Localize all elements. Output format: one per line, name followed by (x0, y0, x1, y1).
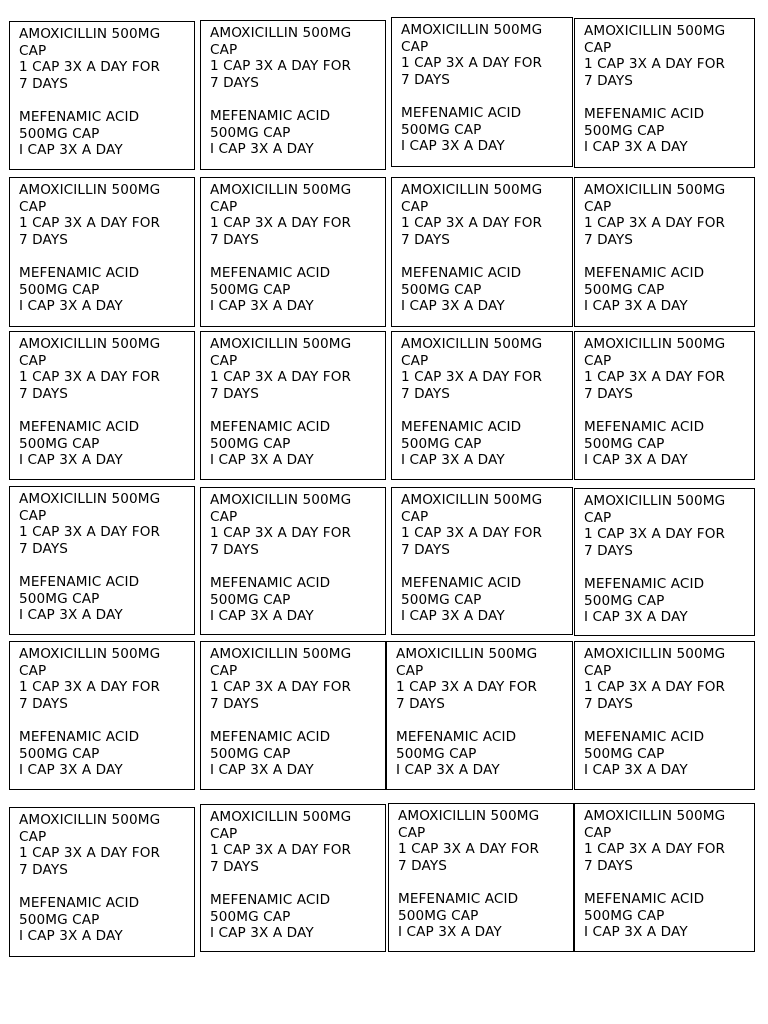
mefenamic-instruction-line: 500MG CAP (19, 435, 100, 452)
blank-line (210, 91, 377, 108)
amoxicillin-instruction-line: 7 DAYS (584, 542, 633, 559)
amoxicillin-instruction-line: CAP (210, 662, 238, 679)
mefenamic-instruction-line: 500MG CAP (584, 592, 665, 609)
amoxicillin-instruction-line: 7 DAYS (401, 541, 450, 558)
amoxicillin-instruction-line: 7 DAYS (210, 695, 259, 712)
amoxicillin-instruction-line: AMOXICILLIN 500MG (19, 336, 161, 352)
mefenamic-instruction-line: 500MG CAP (210, 124, 291, 141)
amoxicillin-instruction-line: CAP (584, 39, 612, 56)
mefenamic-instruction-line: MEFENAMIC ACID (210, 728, 331, 745)
blank-line (401, 558, 564, 575)
mefenamic-instruction-line: MEFENAMIC ACID (398, 890, 519, 907)
amoxicillin-instruction-line: 1 CAP 3X A DAY FOR (584, 369, 726, 386)
amoxicillin-instruction-line: CAP (210, 198, 238, 215)
prescription-label (200, 177, 386, 327)
blank-line (19, 92, 186, 109)
prescription-label (200, 331, 386, 480)
amoxicillin-instruction-line: CAP (401, 508, 429, 525)
prescription-label (391, 17, 573, 167)
prescription-label (9, 331, 195, 480)
amoxicillin-instruction-line: 1 CAP 3X A DAY FOR (398, 841, 540, 858)
prescription-label (200, 487, 386, 635)
amoxicillin-instruction-line: 7 DAYS (584, 231, 633, 248)
prescription-label (9, 641, 195, 790)
amoxicillin-instruction-line: 1 CAP 3X A DAY FOR (19, 679, 161, 696)
blank-line (19, 712, 186, 729)
amoxicillin-instruction-line: CAP (19, 662, 47, 679)
prescription-label (9, 486, 195, 635)
mefenamic-instruction-line: I CAP 3X A DAY (19, 142, 123, 159)
prescription-label (200, 20, 386, 170)
mefenamic-instruction-line: MEFENAMIC ACID (396, 728, 517, 745)
mefenamic-instruction-line: MEFENAMIC ACID (584, 728, 705, 745)
amoxicillin-instruction-line: AMOXICILLIN 500MG (210, 25, 352, 41)
amoxicillin-instruction-line: 7 DAYS (19, 385, 68, 402)
mefenamic-instruction-line: MEFENAMIC ACID (401, 574, 522, 591)
mefenamic-instruction-line: I CAP 3X A DAY (210, 141, 314, 158)
blank-line (401, 402, 564, 419)
amoxicillin-instruction-line: 1 CAP 3X A DAY FOR (210, 679, 352, 696)
amoxicillin-instruction-line: CAP (210, 825, 238, 842)
mefenamic-instruction-line: 500MG CAP (584, 907, 665, 924)
blank-line (210, 402, 377, 419)
amoxicillin-instruction-line: CAP (584, 662, 612, 679)
amoxicillin-instruction-line: CAP (584, 352, 612, 369)
amoxicillin-instruction-line: AMOXICILLIN 500MG (210, 646, 352, 662)
amoxicillin-instruction-line: CAP (19, 507, 47, 524)
amoxicillin-instruction-line: 7 DAYS (401, 385, 450, 402)
mefenamic-instruction-line: MEFENAMIC ACID (19, 728, 140, 745)
amoxicillin-instruction-line: 7 DAYS (19, 540, 68, 557)
amoxicillin-instruction-line: 1 CAP 3X A DAY FOR (584, 679, 726, 696)
blank-line (210, 248, 377, 265)
prescription-label (574, 488, 755, 636)
amoxicillin-instruction-line: AMOXICILLIN 500MG (210, 809, 352, 825)
amoxicillin-instruction-line: 7 DAYS (19, 231, 68, 248)
mefenamic-instruction-line: MEFENAMIC ACID (401, 264, 522, 281)
mefenamic-instruction-line: MEFENAMIC ACID (19, 573, 140, 590)
prescription-label (200, 641, 386, 790)
amoxicillin-instruction-line: CAP (19, 42, 47, 59)
mefenamic-instruction-line: 500MG CAP (19, 745, 100, 762)
mefenamic-instruction-line: I CAP 3X A DAY (19, 607, 123, 624)
amoxicillin-instruction-line: CAP (401, 38, 429, 55)
mefenamic-instruction-line: 500MG CAP (584, 281, 665, 298)
amoxicillin-instruction-line: AMOXICILLIN 500MG (584, 646, 726, 662)
prescription-label (9, 177, 195, 327)
mefenamic-instruction-line: I CAP 3X A DAY (584, 609, 688, 626)
mefenamic-instruction-line: 500MG CAP (210, 591, 291, 608)
amoxicillin-instruction-line: 7 DAYS (210, 74, 259, 91)
amoxicillin-instruction-line: 1 CAP 3X A DAY FOR (584, 841, 726, 858)
mefenamic-instruction-line: MEFENAMIC ACID (584, 890, 705, 907)
amoxicillin-instruction-line: 1 CAP 3X A DAY FOR (210, 369, 352, 386)
mefenamic-instruction-line: MEFENAMIC ACID (401, 104, 522, 121)
prescription-label (574, 18, 755, 168)
prescription-label (574, 177, 755, 327)
blank-line (19, 402, 186, 419)
amoxicillin-instruction-line: 1 CAP 3X A DAY FOR (584, 526, 726, 543)
mefenamic-instruction-line: 500MG CAP (19, 281, 100, 298)
amoxicillin-instruction-line: CAP (210, 508, 238, 525)
amoxicillin-instruction-line: 7 DAYS (19, 695, 68, 712)
amoxicillin-instruction-line: CAP (401, 198, 429, 215)
amoxicillin-instruction-line: CAP (210, 41, 238, 58)
mefenamic-instruction-line: I CAP 3X A DAY (210, 608, 314, 625)
amoxicillin-instruction-line: 7 DAYS (19, 861, 68, 878)
amoxicillin-instruction-line: AMOXICILLIN 500MG (584, 23, 726, 39)
prescription-label (9, 21, 195, 170)
mefenamic-instruction-line: I CAP 3X A DAY (19, 298, 123, 315)
mefenamic-instruction-line: 500MG CAP (210, 281, 291, 298)
mefenamic-instruction-line: MEFENAMIC ACID (19, 894, 140, 911)
amoxicillin-instruction-line: 1 CAP 3X A DAY FOR (19, 215, 161, 232)
amoxicillin-instruction-line: 1 CAP 3X A DAY FOR (19, 59, 161, 76)
blank-line (210, 712, 377, 729)
amoxicillin-instruction-line: AMOXICILLIN 500MG (210, 182, 352, 198)
blank-line (584, 89, 746, 106)
mefenamic-instruction-line: I CAP 3X A DAY (584, 139, 688, 156)
mefenamic-instruction-line: I CAP 3X A DAY (210, 452, 314, 469)
mefenamic-instruction-line: MEFENAMIC ACID (210, 891, 331, 908)
mefenamic-instruction-line: MEFENAMIC ACID (584, 264, 705, 281)
amoxicillin-instruction-line: 7 DAYS (398, 857, 447, 874)
amoxicillin-instruction-line: 1 CAP 3X A DAY FOR (19, 369, 161, 386)
mefenamic-instruction-line: 500MG CAP (584, 435, 665, 452)
blank-line (584, 874, 746, 891)
mefenamic-instruction-line: I CAP 3X A DAY (401, 138, 505, 155)
mefenamic-instruction-line: I CAP 3X A DAY (584, 924, 688, 941)
amoxicillin-instruction-line: AMOXICILLIN 500MG (398, 808, 540, 824)
mefenamic-instruction-line: 500MG CAP (210, 745, 291, 762)
amoxicillin-instruction-line: 1 CAP 3X A DAY FOR (396, 679, 538, 696)
mefenamic-instruction-line: MEFENAMIC ACID (210, 107, 331, 124)
amoxicillin-instruction-line: 7 DAYS (210, 385, 259, 402)
prescription-label (574, 803, 755, 952)
mefenamic-instruction-line: 500MG CAP (401, 121, 482, 138)
mefenamic-instruction-line: 500MG CAP (584, 745, 665, 762)
amoxicillin-instruction-line: AMOXICILLIN 500MG (210, 336, 352, 352)
mefenamic-instruction-line: 500MG CAP (210, 908, 291, 925)
amoxicillin-instruction-line: 7 DAYS (584, 72, 633, 89)
amoxicillin-instruction-line: AMOXICILLIN 500MG (401, 182, 543, 198)
mefenamic-instruction-line: I CAP 3X A DAY (396, 762, 500, 779)
blank-line (19, 557, 186, 574)
amoxicillin-instruction-line: 7 DAYS (210, 231, 259, 248)
mefenamic-instruction-line: I CAP 3X A DAY (210, 762, 314, 779)
blank-line (398, 874, 565, 891)
amoxicillin-instruction-line: 7 DAYS (19, 75, 68, 92)
mefenamic-instruction-line: MEFENAMIC ACID (584, 418, 705, 435)
amoxicillin-instruction-line: 1 CAP 3X A DAY FOR (210, 215, 352, 232)
amoxicillin-instruction-line: CAP (401, 352, 429, 369)
amoxicillin-instruction-line: 7 DAYS (210, 541, 259, 558)
mefenamic-instruction-line: 500MG CAP (210, 435, 291, 452)
prescription-label (391, 487, 573, 635)
prescription-label (391, 331, 573, 480)
mefenamic-instruction-line: I CAP 3X A DAY (584, 762, 688, 779)
mefenamic-instruction-line: I CAP 3X A DAY (584, 298, 688, 315)
amoxicillin-instruction-line: AMOXICILLIN 500MG (210, 492, 352, 508)
amoxicillin-instruction-line: 1 CAP 3X A DAY FOR (401, 525, 543, 542)
mefenamic-instruction-line: MEFENAMIC ACID (401, 418, 522, 435)
amoxicillin-instruction-line: 7 DAYS (584, 857, 633, 874)
mefenamic-instruction-line: 500MG CAP (401, 435, 482, 452)
mefenamic-instruction-line: I CAP 3X A DAY (398, 924, 502, 941)
amoxicillin-instruction-line: CAP (584, 824, 612, 841)
mefenamic-instruction-line: I CAP 3X A DAY (19, 452, 123, 469)
mefenamic-instruction-line: I CAP 3X A DAY (401, 608, 505, 625)
amoxicillin-instruction-line: 7 DAYS (401, 71, 450, 88)
amoxicillin-instruction-line: CAP (396, 662, 424, 679)
amoxicillin-instruction-line: AMOXICILLIN 500MG (19, 26, 161, 42)
mefenamic-instruction-line: 500MG CAP (401, 591, 482, 608)
amoxicillin-instruction-line: AMOXICILLIN 500MG (401, 336, 543, 352)
blank-line (584, 712, 746, 729)
amoxicillin-instruction-line: AMOXICILLIN 500MG (584, 808, 726, 824)
amoxicillin-instruction-line: 1 CAP 3X A DAY FOR (584, 56, 726, 73)
mefenamic-instruction-line: MEFENAMIC ACID (210, 418, 331, 435)
mefenamic-instruction-line: I CAP 3X A DAY (19, 928, 123, 945)
amoxicillin-instruction-line: AMOXICILLIN 500MG (401, 492, 543, 508)
amoxicillin-instruction-line: CAP (19, 198, 47, 215)
mefenamic-instruction-line: MEFENAMIC ACID (584, 105, 705, 122)
amoxicillin-instruction-line: 1 CAP 3X A DAY FOR (19, 524, 161, 541)
amoxicillin-instruction-line: CAP (398, 824, 426, 841)
blank-line (401, 88, 564, 105)
amoxicillin-instruction-line: AMOXICILLIN 500MG (19, 812, 161, 828)
blank-line (396, 712, 564, 729)
amoxicillin-instruction-line: 1 CAP 3X A DAY FOR (401, 215, 543, 232)
blank-line (401, 248, 564, 265)
prescription-label (200, 804, 386, 952)
amoxicillin-instruction-line: CAP (584, 198, 612, 215)
amoxicillin-instruction-line: 1 CAP 3X A DAY FOR (19, 845, 161, 862)
amoxicillin-instruction-line: 1 CAP 3X A DAY FOR (210, 842, 352, 859)
blank-line (210, 558, 377, 575)
mefenamic-instruction-line: MEFENAMIC ACID (19, 264, 140, 281)
blank-line (584, 559, 746, 576)
mefenamic-instruction-line: 500MG CAP (19, 590, 100, 607)
amoxicillin-instruction-line: 1 CAP 3X A DAY FOR (401, 55, 543, 72)
mefenamic-instruction-line: MEFENAMIC ACID (19, 108, 140, 125)
amoxicillin-instruction-line: AMOXICILLIN 500MG (584, 493, 726, 509)
mefenamic-instruction-line: 500MG CAP (19, 911, 100, 928)
mefenamic-instruction-line: I CAP 3X A DAY (210, 298, 314, 315)
amoxicillin-instruction-line: AMOXICILLIN 500MG (19, 491, 161, 507)
amoxicillin-instruction-line: 7 DAYS (396, 695, 445, 712)
blank-line (19, 248, 186, 265)
amoxicillin-instruction-line: AMOXICILLIN 500MG (19, 646, 161, 662)
mefenamic-instruction-line: MEFENAMIC ACID (584, 575, 705, 592)
mefenamic-instruction-line: MEFENAMIC ACID (210, 574, 331, 591)
amoxicillin-instruction-line: 1 CAP 3X A DAY FOR (401, 369, 543, 386)
mefenamic-instruction-line: I CAP 3X A DAY (401, 298, 505, 315)
prescription-label (9, 807, 195, 957)
blank-line (19, 878, 186, 895)
blank-line (584, 248, 746, 265)
amoxicillin-instruction-line: AMOXICILLIN 500MG (584, 336, 726, 352)
blank-line (210, 875, 377, 892)
amoxicillin-instruction-line: CAP (584, 509, 612, 526)
mefenamic-instruction-line: I CAP 3X A DAY (210, 925, 314, 942)
mefenamic-instruction-line: 500MG CAP (398, 907, 479, 924)
prescription-label (574, 331, 755, 480)
amoxicillin-instruction-line: 7 DAYS (401, 231, 450, 248)
mefenamic-instruction-line: 500MG CAP (396, 745, 477, 762)
mefenamic-instruction-line: I CAP 3X A DAY (401, 452, 505, 469)
mefenamic-instruction-line: 500MG CAP (584, 122, 665, 139)
prescription-label (386, 641, 573, 790)
amoxicillin-instruction-line: CAP (210, 352, 238, 369)
mefenamic-instruction-line: 500MG CAP (401, 281, 482, 298)
amoxicillin-instruction-line: AMOXICILLIN 500MG (401, 22, 543, 38)
prescription-label (391, 177, 573, 327)
blank-line (584, 402, 746, 419)
mefenamic-instruction-line: I CAP 3X A DAY (19, 762, 123, 779)
amoxicillin-instruction-line: 1 CAP 3X A DAY FOR (210, 58, 352, 75)
amoxicillin-instruction-line: CAP (19, 828, 47, 845)
prescription-label (574, 641, 755, 790)
amoxicillin-instruction-line: AMOXICILLIN 500MG (584, 182, 726, 198)
amoxicillin-instruction-line: 7 DAYS (584, 695, 633, 712)
amoxicillin-instruction-line: 1 CAP 3X A DAY FOR (584, 215, 726, 232)
amoxicillin-instruction-line: CAP (19, 352, 47, 369)
amoxicillin-instruction-line: 7 DAYS (584, 385, 633, 402)
amoxicillin-instruction-line: AMOXICILLIN 500MG (19, 182, 161, 198)
amoxicillin-instruction-line: 1 CAP 3X A DAY FOR (210, 525, 352, 542)
mefenamic-instruction-line: 500MG CAP (19, 125, 100, 142)
mefenamic-instruction-line: I CAP 3X A DAY (584, 452, 688, 469)
mefenamic-instruction-line: MEFENAMIC ACID (19, 418, 140, 435)
mefenamic-instruction-line: MEFENAMIC ACID (210, 264, 331, 281)
amoxicillin-instruction-line: 7 DAYS (210, 858, 259, 875)
prescription-label (388, 803, 574, 952)
amoxicillin-instruction-line: AMOXICILLIN 500MG (396, 646, 538, 662)
